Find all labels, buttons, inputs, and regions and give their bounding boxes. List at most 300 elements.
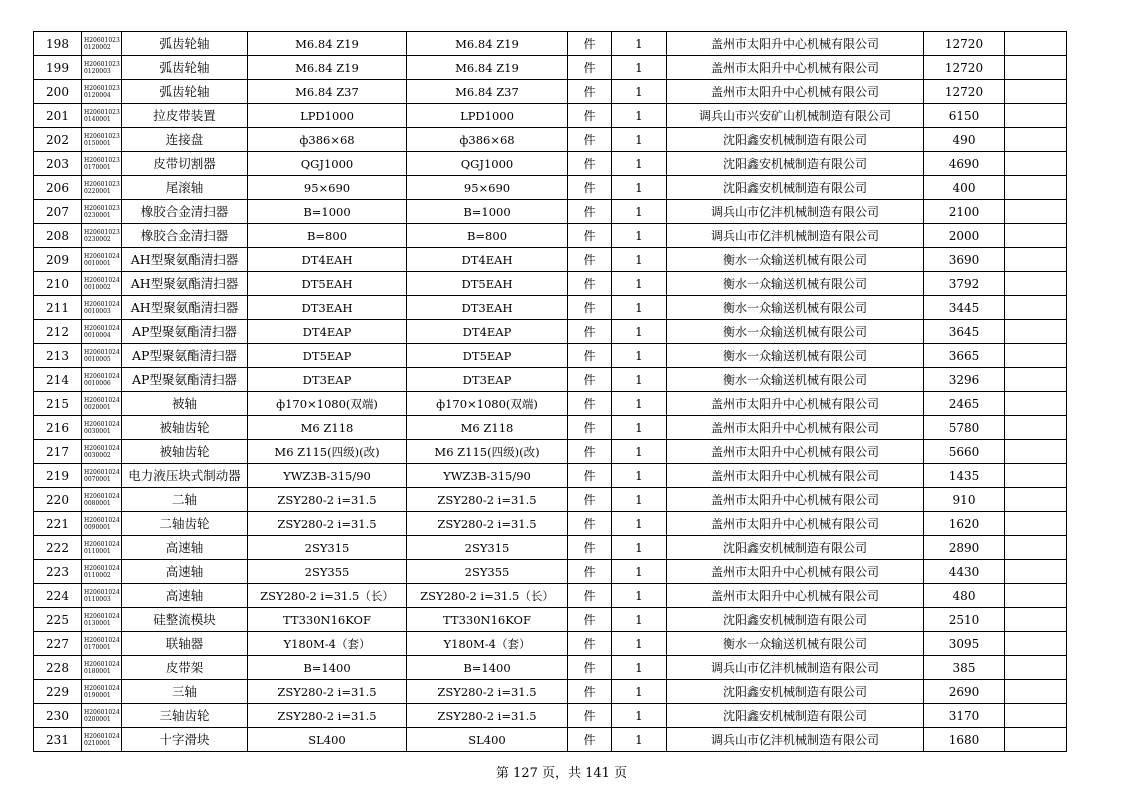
table-row	[34, 392, 1067, 416]
material-code-cell: H206010230170001	[82, 152, 122, 176]
material-code-cell: H206010240010005	[82, 344, 122, 368]
quantity-cell: 1	[612, 200, 667, 224]
unit-cell: 件	[568, 176, 612, 200]
material-code-cell: H206010240110002	[82, 560, 122, 584]
remark-cell	[1005, 392, 1067, 416]
table-row	[34, 200, 1067, 224]
unit-cell: 件	[568, 80, 612, 104]
spec-cell: ZSY280-2 i=31.5	[248, 680, 407, 704]
model-cell: B=800	[407, 224, 568, 248]
material-code-cell: H206010230120004	[82, 80, 122, 104]
spec-cell: ZSY280-2 i=31.5	[248, 488, 407, 512]
unit-cell: 件	[568, 152, 612, 176]
quantity-cell: 1	[612, 56, 667, 80]
model-cell: DT5EAH	[407, 272, 568, 296]
row-number-cell: 220	[34, 488, 82, 512]
material-code-cell: H206010240030001	[82, 416, 122, 440]
remark-cell	[1005, 560, 1067, 584]
part-name-cell: AH型聚氨酯清扫器	[122, 296, 248, 320]
unit-cell: 件	[568, 704, 612, 728]
part-name-cell: 三轴	[122, 680, 248, 704]
material-code-cell: H206010240110003	[82, 584, 122, 608]
unit-cell: 件	[568, 464, 612, 488]
row-number-cell: 230	[34, 704, 82, 728]
quantity-cell: 1	[612, 344, 667, 368]
spec-cell: M6.84 Z19	[248, 32, 407, 56]
table-row	[34, 608, 1067, 632]
row-number-cell: 210	[34, 272, 82, 296]
material-code-cell: H206010240130001	[82, 608, 122, 632]
supplier-cell: 沈阳鑫安机械制造有限公司	[667, 680, 924, 704]
spec-cell: B=800	[248, 224, 407, 248]
part-name-cell: AH型聚氨酯清扫器	[122, 248, 248, 272]
spec-cell: SL400	[248, 728, 407, 752]
table-row	[34, 560, 1067, 584]
part-name-cell: 硅整流模块	[122, 608, 248, 632]
table-row	[34, 728, 1067, 752]
model-cell: ф170×1080(双端)	[407, 392, 568, 416]
spec-cell: YWZ3B-315/90	[248, 464, 407, 488]
remark-cell	[1005, 656, 1067, 680]
part-name-cell: 皮带架	[122, 656, 248, 680]
model-cell: DT5EAP	[407, 344, 568, 368]
spec-cell: DT3EAH	[248, 296, 407, 320]
model-cell: SL400	[407, 728, 568, 752]
spec-cell: M6 Z118	[248, 416, 407, 440]
remark-cell	[1005, 224, 1067, 248]
material-code-cell: H206010240010006	[82, 368, 122, 392]
table-row	[34, 416, 1067, 440]
row-number-cell: 212	[34, 320, 82, 344]
table-row	[34, 656, 1067, 680]
row-number-cell: 228	[34, 656, 82, 680]
model-cell: 2SY355	[407, 560, 568, 584]
spec-cell: B=1400	[248, 656, 407, 680]
row-number-cell: 217	[34, 440, 82, 464]
part-name-cell: 尾滚轴	[122, 176, 248, 200]
remark-cell	[1005, 608, 1067, 632]
row-number-cell: 201	[34, 104, 82, 128]
material-code-cell: H206010240010003	[82, 296, 122, 320]
part-name-cell: 高速轴	[122, 560, 248, 584]
price-cell: 5780	[924, 416, 1005, 440]
table-row	[34, 488, 1067, 512]
unit-cell: 件	[568, 200, 612, 224]
table-row	[34, 440, 1067, 464]
row-number-cell: 213	[34, 344, 82, 368]
unit-cell: 件	[568, 680, 612, 704]
part-name-cell: 被轴齿轮	[122, 416, 248, 440]
price-cell: 12720	[924, 80, 1005, 104]
quantity-cell: 1	[612, 224, 667, 248]
table-row	[34, 344, 1067, 368]
table-row	[34, 536, 1067, 560]
row-number-cell: 219	[34, 464, 82, 488]
supplier-cell: 衡水一众输送机械有限公司	[667, 248, 924, 272]
model-cell: LPD1000	[407, 104, 568, 128]
remark-cell	[1005, 344, 1067, 368]
row-number-cell: 202	[34, 128, 82, 152]
price-cell: 2510	[924, 608, 1005, 632]
material-code-cell: H206010230120002	[82, 32, 122, 56]
unit-cell: 件	[568, 440, 612, 464]
unit-cell: 件	[568, 344, 612, 368]
model-cell: ZSY280-2 i=31.5	[407, 488, 568, 512]
table-row	[34, 680, 1067, 704]
table-body	[34, 32, 1067, 752]
part-name-cell: AP型聚氨酯清扫器	[122, 368, 248, 392]
spec-cell: ZSY280-2 i=31.5	[248, 512, 407, 536]
row-number-cell: 222	[34, 536, 82, 560]
remark-cell	[1005, 680, 1067, 704]
supplier-cell: 衡水一众输送机械有限公司	[667, 344, 924, 368]
table-row	[34, 104, 1067, 128]
part-name-cell: AH型聚氨酯清扫器	[122, 272, 248, 296]
supplier-cell: 盖州市太阳升中心机械有限公司	[667, 392, 924, 416]
price-cell: 3170	[924, 704, 1005, 728]
supplier-cell: 衡水一众输送机械有限公司	[667, 632, 924, 656]
supplier-cell: 沈阳鑫安机械制造有限公司	[667, 608, 924, 632]
parts-table	[33, 31, 1067, 752]
unit-cell: 件	[568, 656, 612, 680]
remark-cell	[1005, 512, 1067, 536]
model-cell: ZSY280-2 i=31.5	[407, 680, 568, 704]
quantity-cell: 1	[612, 608, 667, 632]
page-footer: 第 127 页，共 141 页	[495, 766, 628, 781]
remark-cell	[1005, 728, 1067, 752]
supplier-cell: 沈阳鑫安机械制造有限公司	[667, 704, 924, 728]
model-cell: ф386×68	[407, 128, 568, 152]
price-cell: 3645	[924, 320, 1005, 344]
model-cell: ZSY280-2 i=31.5	[407, 704, 568, 728]
supplier-cell: 调兵山市兴安矿山机械制造有限公司	[667, 104, 924, 128]
material-code-cell: H206010240010004	[82, 320, 122, 344]
price-cell: 3690	[924, 248, 1005, 272]
part-name-cell: 电力液压块式制动器	[122, 464, 248, 488]
table-row	[34, 128, 1067, 152]
material-code-cell: H206010240090001	[82, 512, 122, 536]
price-cell: 4430	[924, 560, 1005, 584]
row-number-cell: 206	[34, 176, 82, 200]
model-cell: QGJ1000	[407, 152, 568, 176]
material-code-cell: H206010230230001	[82, 200, 122, 224]
part-name-cell: 被轴	[122, 392, 248, 416]
price-cell: 1620	[924, 512, 1005, 536]
supplier-cell: 调兵山市亿沣机械制造有限公司	[667, 224, 924, 248]
material-code-cell: H206010240010002	[82, 272, 122, 296]
model-cell: B=1400	[407, 656, 568, 680]
quantity-cell: 1	[612, 440, 667, 464]
spec-cell: Y180M-4（套）	[248, 632, 407, 656]
price-cell: 3445	[924, 296, 1005, 320]
price-cell: 2890	[924, 536, 1005, 560]
price-cell: 5660	[924, 440, 1005, 464]
quantity-cell: 1	[612, 320, 667, 344]
price-cell: 385	[924, 656, 1005, 680]
table-row	[34, 464, 1067, 488]
row-number-cell: 225	[34, 608, 82, 632]
remark-cell	[1005, 632, 1067, 656]
spec-cell: DT4EAH	[248, 248, 407, 272]
supplier-cell: 调兵山市亿沣机械制造有限公司	[667, 728, 924, 752]
remark-cell	[1005, 152, 1067, 176]
table-row	[34, 32, 1067, 56]
remark-cell	[1005, 416, 1067, 440]
part-name-cell: 高速轴	[122, 536, 248, 560]
quantity-cell: 1	[612, 704, 667, 728]
remark-cell	[1005, 176, 1067, 200]
spec-cell: DT4EAP	[248, 320, 407, 344]
price-cell: 2100	[924, 200, 1005, 224]
part-name-cell: 二轴齿轮	[122, 512, 248, 536]
spec-cell: DT3EAP	[248, 368, 407, 392]
quantity-cell: 1	[612, 80, 667, 104]
material-code-cell: H206010240170001	[82, 632, 122, 656]
material-code-cell: H206010240200001	[82, 704, 122, 728]
price-cell: 2690	[924, 680, 1005, 704]
table-row	[34, 248, 1067, 272]
unit-cell: 件	[568, 536, 612, 560]
part-name-cell: 橡胶合金清扫器	[122, 200, 248, 224]
quantity-cell: 1	[612, 728, 667, 752]
quantity-cell: 1	[612, 512, 667, 536]
price-cell: 490	[924, 128, 1005, 152]
material-code-cell: H206010230140001	[82, 104, 122, 128]
part-name-cell: 十字滑块	[122, 728, 248, 752]
table-row	[34, 320, 1067, 344]
table-row	[34, 704, 1067, 728]
table-row	[34, 296, 1067, 320]
unit-cell: 件	[568, 584, 612, 608]
unit-cell: 件	[568, 512, 612, 536]
price-cell: 3095	[924, 632, 1005, 656]
part-name-cell: 连接盘	[122, 128, 248, 152]
model-cell: M6.84 Z37	[407, 80, 568, 104]
row-number-cell: 214	[34, 368, 82, 392]
model-cell: B=1000	[407, 200, 568, 224]
quantity-cell: 1	[612, 104, 667, 128]
supplier-cell: 盖州市太阳升中心机械有限公司	[667, 584, 924, 608]
remark-cell	[1005, 128, 1067, 152]
model-cell: Y180M-4（套）	[407, 632, 568, 656]
row-number-cell: 198	[34, 32, 82, 56]
unit-cell: 件	[568, 248, 612, 272]
material-code-cell: H206010240020001	[82, 392, 122, 416]
spec-cell: DT5EAH	[248, 272, 407, 296]
material-code-cell: H206010240180001	[82, 656, 122, 680]
table-row	[34, 56, 1067, 80]
remark-cell	[1005, 80, 1067, 104]
unit-cell: 件	[568, 632, 612, 656]
spec-cell: 2SY355	[248, 560, 407, 584]
model-cell: M6 Z118	[407, 416, 568, 440]
supplier-cell: 调兵山市亿沣机械制造有限公司	[667, 200, 924, 224]
remark-cell	[1005, 536, 1067, 560]
unit-cell: 件	[568, 368, 612, 392]
material-code-cell: H206010240190001	[82, 680, 122, 704]
quantity-cell: 1	[612, 680, 667, 704]
quantity-cell: 1	[612, 392, 667, 416]
part-name-cell: 弧齿轮轴	[122, 56, 248, 80]
material-code-cell: H206010240210001	[82, 728, 122, 752]
supplier-cell: 沈阳鑫安机械制造有限公司	[667, 176, 924, 200]
part-name-cell: 拉皮带装置	[122, 104, 248, 128]
part-name-cell: AP型聚氨酯清扫器	[122, 320, 248, 344]
price-cell: 6150	[924, 104, 1005, 128]
supplier-cell: 衡水一众输送机械有限公司	[667, 368, 924, 392]
unit-cell: 件	[568, 392, 612, 416]
row-number-cell: 216	[34, 416, 82, 440]
unit-cell: 件	[568, 488, 612, 512]
supplier-cell: 盖州市太阳升中心机械有限公司	[667, 416, 924, 440]
unit-cell: 件	[568, 32, 612, 56]
unit-cell: 件	[568, 56, 612, 80]
quantity-cell: 1	[612, 584, 667, 608]
supplier-cell: 盖州市太阳升中心机械有限公司	[667, 512, 924, 536]
remark-cell	[1005, 200, 1067, 224]
material-code-cell: H206010240110001	[82, 536, 122, 560]
supplier-cell: 调兵山市亿沣机械制造有限公司	[667, 656, 924, 680]
model-cell: ZSY280-2 i=31.5	[407, 512, 568, 536]
unit-cell: 件	[568, 608, 612, 632]
quantity-cell: 1	[612, 248, 667, 272]
table-row	[34, 584, 1067, 608]
remark-cell	[1005, 584, 1067, 608]
price-cell: 3296	[924, 368, 1005, 392]
price-cell: 12720	[924, 32, 1005, 56]
price-cell: 12720	[924, 56, 1005, 80]
table-row	[34, 512, 1067, 536]
unit-cell: 件	[568, 416, 612, 440]
quantity-cell: 1	[612, 464, 667, 488]
remark-cell	[1005, 272, 1067, 296]
row-number-cell: 221	[34, 512, 82, 536]
supplier-cell: 衡水一众输送机械有限公司	[667, 320, 924, 344]
table-row	[34, 224, 1067, 248]
material-code-cell: H206010240010001	[82, 248, 122, 272]
model-cell: 2SY315	[407, 536, 568, 560]
table-row	[34, 368, 1067, 392]
spec-cell: 2SY315	[248, 536, 407, 560]
quantity-cell: 1	[612, 560, 667, 584]
part-name-cell: 皮带切割器	[122, 152, 248, 176]
price-cell: 910	[924, 488, 1005, 512]
remark-cell	[1005, 440, 1067, 464]
part-name-cell: 弧齿轮轴	[122, 80, 248, 104]
model-cell: DT4EAP	[407, 320, 568, 344]
spec-cell: ZSY280-2 i=31.5	[248, 704, 407, 728]
unit-cell: 件	[568, 104, 612, 128]
quantity-cell: 1	[612, 296, 667, 320]
price-cell: 4690	[924, 152, 1005, 176]
spec-cell: M6.84 Z19	[248, 56, 407, 80]
spec-cell: DT5EAP	[248, 344, 407, 368]
row-number-cell: 223	[34, 560, 82, 584]
model-cell: M6.84 Z19	[407, 56, 568, 80]
material-code-cell: H206010240070001	[82, 464, 122, 488]
supplier-cell: 盖州市太阳升中心机械有限公司	[667, 440, 924, 464]
model-cell: M6.84 Z19	[407, 32, 568, 56]
remark-cell	[1005, 104, 1067, 128]
price-cell: 2000	[924, 224, 1005, 248]
row-number-cell: 215	[34, 392, 82, 416]
row-number-cell: 211	[34, 296, 82, 320]
price-cell: 3792	[924, 272, 1005, 296]
spec-cell: ф170×1080(双端)	[248, 392, 407, 416]
unit-cell: 件	[568, 128, 612, 152]
row-number-cell: 229	[34, 680, 82, 704]
material-code-cell: H206010230150001	[82, 128, 122, 152]
spec-cell: M6.84 Z37	[248, 80, 407, 104]
model-cell: DT3EAH	[407, 296, 568, 320]
supplier-cell: 盖州市太阳升中心机械有限公司	[667, 464, 924, 488]
remark-cell	[1005, 320, 1067, 344]
spec-cell: ф386×68	[248, 128, 407, 152]
model-cell: YWZ3B-315/90	[407, 464, 568, 488]
quantity-cell: 1	[612, 416, 667, 440]
supplier-cell: 沈阳鑫安机械制造有限公司	[667, 128, 924, 152]
row-number-cell: 227	[34, 632, 82, 656]
supplier-cell: 盖州市太阳升中心机械有限公司	[667, 32, 924, 56]
remark-cell	[1005, 704, 1067, 728]
row-number-cell: 209	[34, 248, 82, 272]
quantity-cell: 1	[612, 32, 667, 56]
quantity-cell: 1	[612, 656, 667, 680]
material-code-cell: H206010230120003	[82, 56, 122, 80]
row-number-cell: 207	[34, 200, 82, 224]
spec-cell: ZSY280-2 i=31.5（长）	[248, 584, 407, 608]
remark-cell	[1005, 488, 1067, 512]
spec-cell: B=1000	[248, 200, 407, 224]
price-cell: 1435	[924, 464, 1005, 488]
part-name-cell: 三轴齿轮	[122, 704, 248, 728]
row-number-cell: 203	[34, 152, 82, 176]
quantity-cell: 1	[612, 488, 667, 512]
spec-cell: M6 Z115(四级)(改)	[248, 440, 407, 464]
quantity-cell: 1	[612, 128, 667, 152]
model-cell: DT3EAP	[407, 368, 568, 392]
unit-cell: 件	[568, 320, 612, 344]
model-cell: 95×690	[407, 176, 568, 200]
table-row	[34, 632, 1067, 656]
price-cell: 480	[924, 584, 1005, 608]
quantity-cell: 1	[612, 272, 667, 296]
part-name-cell: 弧齿轮轴	[122, 32, 248, 56]
quantity-cell: 1	[612, 632, 667, 656]
model-cell: M6 Z115(四级)(改)	[407, 440, 568, 464]
model-cell: DT4EAH	[407, 248, 568, 272]
supplier-cell: 盖州市太阳升中心机械有限公司	[667, 56, 924, 80]
table-row	[34, 272, 1067, 296]
part-name-cell: AP型聚氨酯清扫器	[122, 344, 248, 368]
material-code-cell: H206010230230002	[82, 224, 122, 248]
spec-cell: TT330N16KOF	[248, 608, 407, 632]
part-name-cell: 橡胶合金清扫器	[122, 224, 248, 248]
supplier-cell: 沈阳鑫安机械制造有限公司	[667, 152, 924, 176]
supplier-cell: 盖州市太阳升中心机械有限公司	[667, 560, 924, 584]
part-name-cell: 高速轴	[122, 584, 248, 608]
price-cell: 400	[924, 176, 1005, 200]
remark-cell	[1005, 296, 1067, 320]
remark-cell	[1005, 32, 1067, 56]
spec-cell: LPD1000	[248, 104, 407, 128]
table-row	[34, 80, 1067, 104]
quantity-cell: 1	[612, 176, 667, 200]
supplier-cell: 衡水一众输送机械有限公司	[667, 272, 924, 296]
price-cell: 2465	[924, 392, 1005, 416]
remark-cell	[1005, 56, 1067, 80]
price-cell: 3665	[924, 344, 1005, 368]
